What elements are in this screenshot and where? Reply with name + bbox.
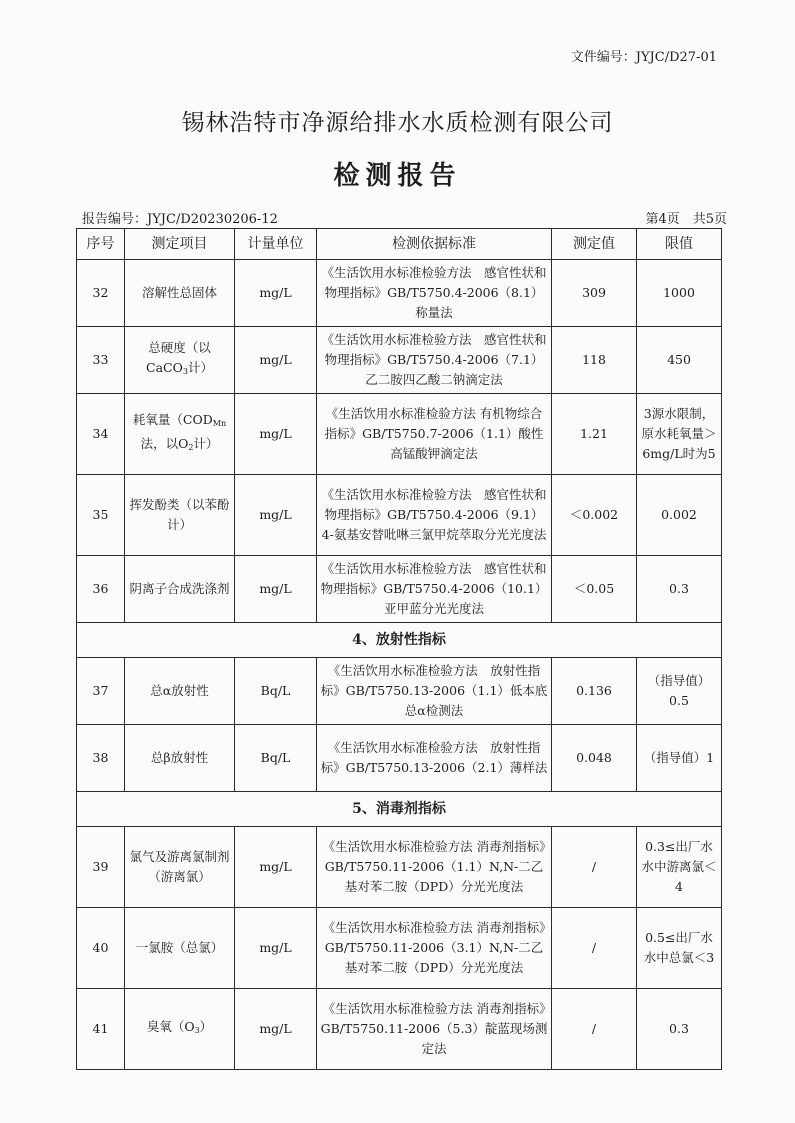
unit: mg/L xyxy=(235,327,317,394)
report-number: 报告编号：JYJC/D20230206-12 xyxy=(82,212,278,227)
test-item: 挥发酚类（以苯酚计） xyxy=(125,475,235,556)
method-standard: 《生活饮用水标准检验方法 感官性状和物理指标》GB/T5750.4-2006（7.1）乙二胺四乙酸二钠滴定法 xyxy=(317,327,552,394)
limit-value: 0.3 xyxy=(637,556,722,623)
unit: Bq/L xyxy=(235,658,317,725)
limit-value: （指导值）1 xyxy=(637,725,722,792)
measured-value: / xyxy=(552,908,637,989)
unit: mg/L xyxy=(235,908,317,989)
test-item: 耗氧量（$COD_{Mn}$法，以$O_2$计） xyxy=(125,394,235,475)
measured-value: / xyxy=(552,827,637,908)
table-row xyxy=(77,989,722,1070)
table-row xyxy=(77,908,722,989)
unit: mg/L xyxy=(235,475,317,556)
row-number: 37 xyxy=(77,658,125,725)
test-item: 总α放射性 xyxy=(125,658,235,725)
method-standard: 《生活饮用水标准检验方法 消毒剂指标》GB/T5750.11-2006（5.3）靛蓝现场测定法 xyxy=(317,989,552,1070)
report-title: 检测报告 xyxy=(333,161,462,191)
method-standard: 《生活饮用水标准检验方法 感官性状和物理指标》GB/T5750.4-2006（10.1）亚甲蓝分光光度法 xyxy=(317,556,552,623)
table-row xyxy=(77,827,722,908)
measured-value: 0.048 xyxy=(552,725,637,792)
test-item: 氯气及游离氯制剂（游离氯） xyxy=(125,827,235,908)
test-item: 阴离子合成洗涤剂 xyxy=(125,556,235,623)
row-number: 41 xyxy=(77,989,125,1070)
row-number: 38 xyxy=(77,725,125,792)
measured-value: ＜0.002 xyxy=(552,475,637,556)
test-item: 一氯胺（总氯） xyxy=(125,908,235,989)
column-header: 测定值 xyxy=(552,229,637,260)
section-row xyxy=(77,792,722,827)
measured-value: 0.136 xyxy=(552,658,637,725)
page-info: 第4页 共5页 xyxy=(645,212,727,227)
test-item: 溶解性总固体 xyxy=(125,260,235,327)
measured-value: 1.21 xyxy=(552,394,637,475)
unit: mg/L xyxy=(235,989,317,1070)
limit-value: 450 xyxy=(637,327,722,394)
method-standard: 《生活饮用水标准检验方法 消毒剂指标》GB/T5750.11-2006（1.1）N,N-二乙基对苯二胺（DPD）分光光度法 xyxy=(317,827,552,908)
company-name: 锡林浩特市净源给排水水质检测有限公司 xyxy=(181,110,614,136)
table-row xyxy=(77,556,722,623)
section-title: 4、放射性指标 xyxy=(77,623,722,658)
test-item: 总β放射性 xyxy=(125,725,235,792)
row-number: 40 xyxy=(77,908,125,989)
test-item: 总硬度（以CaCO$_3$计） xyxy=(125,327,235,394)
table-row xyxy=(77,327,722,394)
unit: mg/L xyxy=(235,260,317,327)
method-standard: 《生活饮用水标准检验方法 消毒剂指标》GB/T5750.11-2006（3.1）N,N-二乙基对苯二胺（DPD）分光光度法 xyxy=(317,908,552,989)
column-header: 计量单位 xyxy=(235,229,317,260)
row-number: 34 xyxy=(77,394,125,475)
unit: mg/L xyxy=(235,827,317,908)
method-standard: 《生活饮用水标准检验方法 有机物综合指标》GB/T5750.7-2006（1.1）酸性高锰酸钾滴定法 xyxy=(317,394,552,475)
section-row xyxy=(77,623,722,658)
unit: mg/L xyxy=(235,556,317,623)
limit-value: 3源水限制，原水耗氧量＞6mg/L时为5 xyxy=(637,394,722,475)
method-standard: 《生活饮用水标准检验方法 放射性指标》GB/T5750.13-2006（2.1）薄样法 xyxy=(317,725,552,792)
measured-value: 118 xyxy=(552,327,637,394)
method-standard: 《生活饮用水标准检验方法 感官性状和物理指标》GB/T5750.4-2006（8.1）称量法 xyxy=(317,260,552,327)
table-header-row xyxy=(77,229,722,260)
test-item: 臭氧$(O_3)$ xyxy=(125,989,235,1070)
measured-value: ＜0.05 xyxy=(552,556,637,623)
table-row xyxy=(77,475,722,556)
limit-value: 0.002 xyxy=(637,475,722,556)
column-header: 限值 xyxy=(637,229,722,260)
limit-value: 1000 xyxy=(637,260,722,327)
unit: mg/L xyxy=(235,394,317,475)
file-number: 文件编号：JYJC/D27-01 xyxy=(570,50,717,65)
row-number: 32 xyxy=(77,260,125,327)
section-title: 5、消毒剂指标 xyxy=(77,792,722,827)
column-header: 检测依据标准 xyxy=(317,229,552,260)
unit: Bq/L xyxy=(235,725,317,792)
column-header: 测定项目 xyxy=(125,229,235,260)
row-number: 33 xyxy=(77,327,125,394)
row-number: 39 xyxy=(77,827,125,908)
measured-value: / xyxy=(552,989,637,1070)
row-number: 35 xyxy=(77,475,125,556)
measured-value: 309 xyxy=(552,260,637,327)
limit-value: 0.5≤出厂水水中总氯＜3 xyxy=(637,908,722,989)
results-table xyxy=(76,228,722,1070)
table-row xyxy=(77,260,722,327)
table-row xyxy=(77,725,722,792)
method-standard: 《生活饮用水标准检验方法 放射性指标》GB/T5750.13-2006（1.1）低本底总α检测法 xyxy=(317,658,552,725)
limit-value: 0.3≤出厂水水中游离氯＜4 xyxy=(637,827,722,908)
limit-value: 0.3 xyxy=(637,989,722,1070)
limit-value: （指导值）0.5 xyxy=(637,658,722,725)
method-standard: 《生活饮用水标准检验方法 感官性状和物理指标》GB/T5750.4-2006（9.1）4-氨基安替吡啉三氯甲烷萃取分光光度法 xyxy=(317,475,552,556)
column-header: 序号 xyxy=(77,229,125,260)
table-row xyxy=(77,658,722,725)
row-number: 36 xyxy=(77,556,125,623)
table-row xyxy=(77,394,722,475)
